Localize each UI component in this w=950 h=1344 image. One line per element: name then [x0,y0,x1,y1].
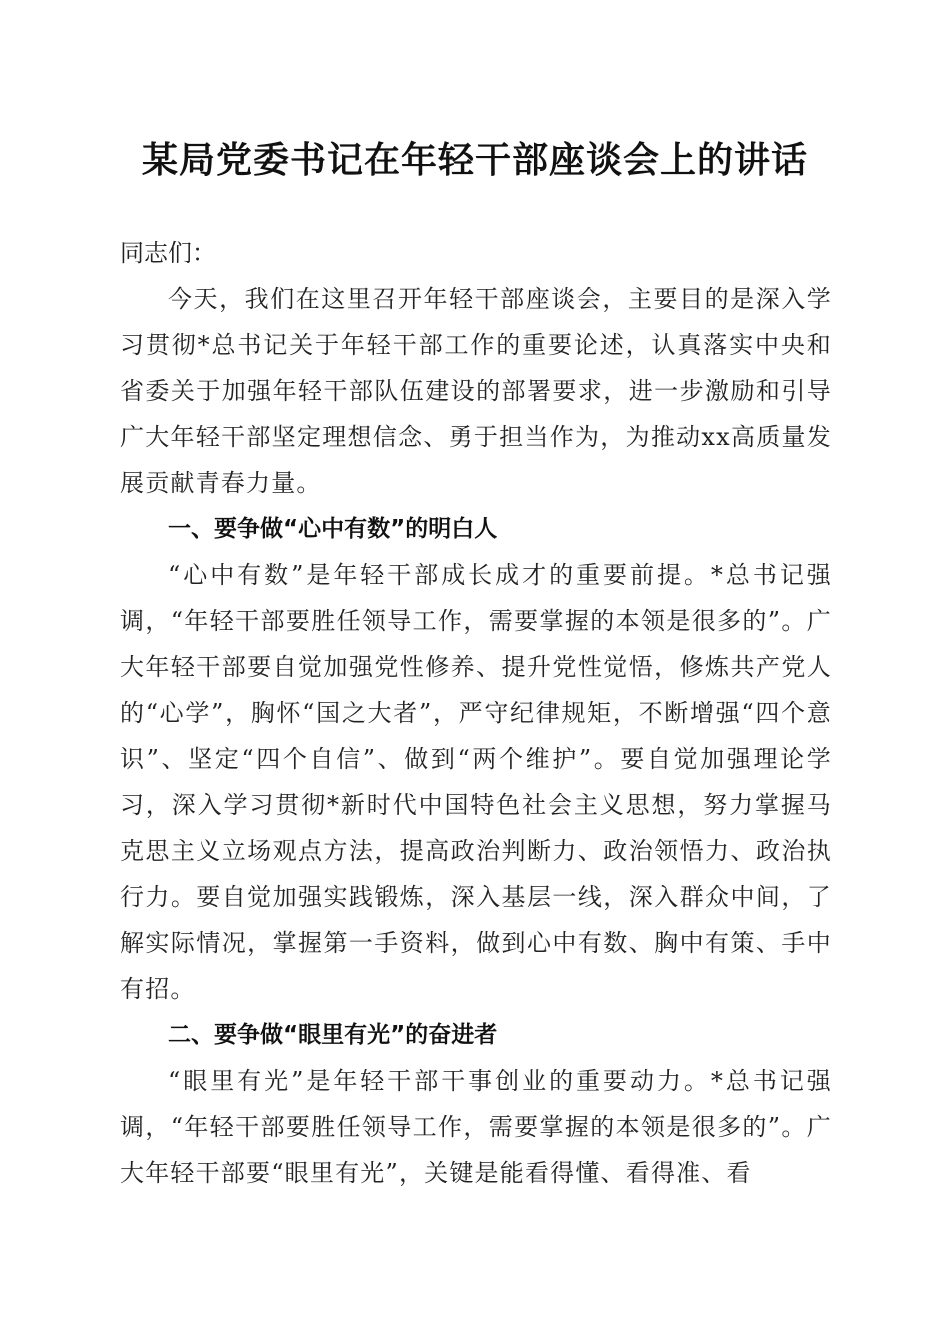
intro-paragraph: 今天，我们在这里召开年轻干部座谈会，主要目的是深入学习贯彻*总书记关于年轻干部工作的重要论述，认真落实中央和省委关于加强年轻干部队伍建设的部署要求，进一步激励和引导广大年轻干部坚定理想信念、勇于担当作为，为推动xx高质量发展贡献青春力量。 [120,285,832,497]
salutation: 同志们： [120,239,216,267]
document-body [120,230,832,1196]
section-2-body: “眼里有光”是年轻干部干事创业的重要动力。*总书记强调，“年轻干部要胜任领导工作，需要掌握的本领是很多的”。广大年轻干部要“眼里有光”，关键是能看得懂、看得准、看 [120,1067,832,1187]
section-1-heading: 一、要争做“心中有数”的明白人 [168,516,498,542]
section-1-body: “心中有数”是年轻干部成长成才的重要前提。*总书记强调，“年轻干部要胜任领导工作，需要掌握的本领是很多的”。广大年轻干部要自觉加强党性修养、提升党性觉悟，修炼共产党人的“心学”，胸怀“国之大者”，严守纪律规矩，不断增强“四个意识”、坚定“四个自信”、做到“两个维护”。要自觉加强理论学习，深入学习贯彻*新时代中国特色社会主义思想，努力掌握马克思主义立场观点方法，提高政治判断力、政治领悟力、政治执行力。要自觉加强实践锻炼，深入基层一线，深入群众中间，了解实际情况，掌握第一手资料，做到心中有数、胸中有策、手中有招。 [120,561,832,1003]
section-2-heading: 二、要争做“眼里有光”的奋进者 [168,1022,498,1048]
document-title: 某局党委书记在年轻干部座谈会上的讲话 [141,139,808,181]
